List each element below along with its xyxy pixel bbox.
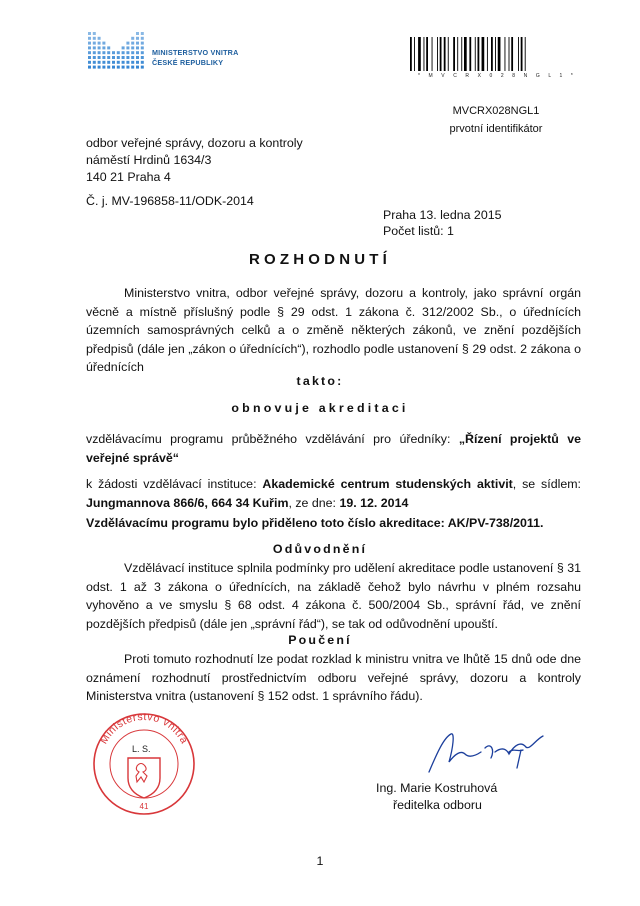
barcode-icon xyxy=(410,35,565,77)
applicant-prefix: k žádosti vzdělávací instituce: xyxy=(86,477,263,491)
barcode-digits: * M V C R X 0 2 8 N G L 1 * xyxy=(418,73,577,79)
document-date: Praha 13. ledna 2015 xyxy=(383,208,502,222)
program-paragraph xyxy=(86,430,581,467)
sheet-count: Počet listů: 1 xyxy=(383,224,454,238)
instruction-text: Proti tomuto rozhodnutí lze podat rozklad k ministru vnitra ve lhůtě 15 dnů ode dne oznámení rozhodnutí prostřednictvím odboru veřejné správy, dozoru a kontroly Ministerstva vnitra (ustanovení § 152 odst. 1 správního řádu). xyxy=(86,652,581,704)
stamp-ring-text: Ministerstvo vnitra xyxy=(97,710,191,747)
sender-address xyxy=(86,135,303,186)
identifier-label: prvotní identifikátor xyxy=(449,123,543,135)
ministry-name xyxy=(152,48,238,68)
program-text: vzdělávacímu programu průběžného vzdělávání pro úředníky: xyxy=(86,432,459,446)
stamp-ls-text: L. S. xyxy=(132,744,151,754)
applicant-mid: , se sídlem: xyxy=(512,477,581,491)
coat-of-arms-icon xyxy=(128,758,160,798)
instruction-heading: Poučení xyxy=(288,633,352,647)
sender-line1: odbor veřejné správy, dozoru a kontroly xyxy=(86,136,303,150)
date-block xyxy=(383,207,502,239)
takto-label: takto: xyxy=(296,374,344,388)
identifier-code: MVCRX028NGL1 xyxy=(452,105,540,117)
signer-role: ředitelka odboru xyxy=(393,798,482,812)
document-title: ROZHODNUTÍ xyxy=(249,251,391,268)
ministry-name-line1: MINISTERSTVO VNITRA xyxy=(152,48,239,57)
intro-paragraph: Ministerstvo vnitra, odbor veřejné správy, dozoru a kontroly, jako správní orgán věcně a místně příslušný podle § 29 odst. 1 zákona č. 312/2002 Sb., o úřednících územních samosprávných celků a o změně některých zákonů, ve znění pozdějších předpisů (dále jen „zákon o úřednících“), rozhodlo podle ustanovení § 29 odst. 2 zákona o úřednících xyxy=(86,286,581,375)
applicant-date-prefix: , ze dne: xyxy=(288,495,340,510)
signer-block xyxy=(376,780,497,814)
sender-line3: 140 21 Praha 4 xyxy=(86,170,171,184)
signer-name: Ing. Marie Kostruhová xyxy=(376,781,498,795)
decision-statement: obnovuje akreditaci xyxy=(231,401,409,415)
ministry-name-line2: ČESKÉ REPUBLIKY xyxy=(152,58,224,67)
applicant-paragraph xyxy=(86,475,581,512)
reasoning-heading: Odůvodnění xyxy=(272,542,368,556)
signature-drawing xyxy=(425,728,550,776)
reasoning-text: Vzdělávací instituce splnila podmínky pro udělení akreditace podle ustanovení § 31 odst. 1 až 3 zákona o úřednících, na základě čehož bylo návrhu v plném rozsahu vyhověno a ve smyslu § 68 odst. 4 zákona č. 500/2004 Sb., správní řád, ve znění pozdějších předpisů (dále jen „správní řád“), se tak od odůvodnění upouští. xyxy=(86,561,581,631)
ministry-logo-icon xyxy=(86,30,146,70)
accreditation-number: Vzdělávacímu programu bylo přiděleno toto číslo akreditace: AK/PV-738/2011. xyxy=(86,516,544,530)
applicant-institution: Akademické centrum studenských aktivit xyxy=(262,477,513,491)
sender-line2: náměstí Hrdinů 1634/3 xyxy=(86,153,212,167)
identifier-block xyxy=(446,102,546,138)
applicant-seat: Jungmannova 866/6, 664 34 Kuřim xyxy=(86,495,289,510)
applicant-date: 19. 12. 2014 xyxy=(339,495,409,510)
reference-number: Č. j. MV-196858-11/ODK-2014 xyxy=(86,194,254,208)
program-name: „Řízení projektů ve veřejné správě“ xyxy=(86,432,581,465)
official-stamp xyxy=(88,700,198,818)
stamp-number: 41 xyxy=(139,802,149,811)
page-number: 1 xyxy=(316,854,324,868)
